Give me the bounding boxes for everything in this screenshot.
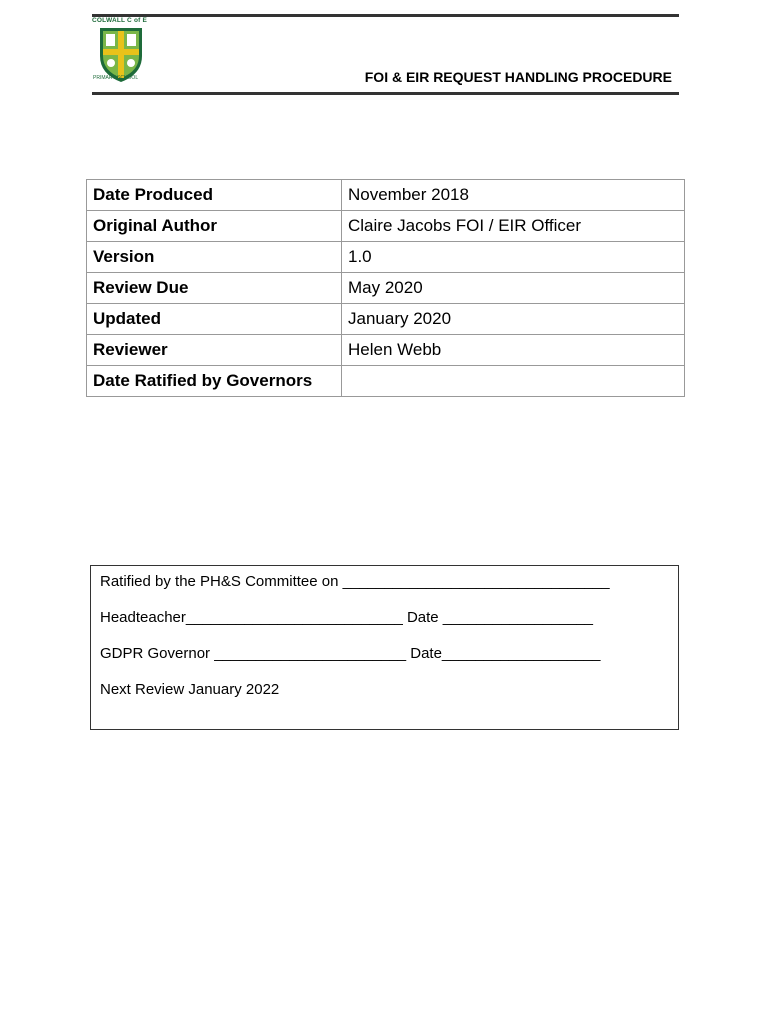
row-label: Original Author [87, 211, 342, 242]
table-row [87, 180, 685, 211]
table-row [87, 335, 685, 366]
row-value: January 2020 [342, 304, 685, 335]
table-row [87, 242, 685, 273]
table-row [87, 273, 685, 304]
row-label: Date Produced [87, 180, 342, 211]
table-row [87, 304, 685, 335]
table-row [87, 366, 685, 397]
header-bottom-rule [92, 92, 679, 95]
logo-school-subtitle: PRIMARY SCHOOL [93, 75, 139, 81]
headteacher-signature-line: Headteacher__________________________ Date __________________ [100, 609, 593, 626]
row-label: Reviewer [87, 335, 342, 366]
ratified-committee-line: Ratified by the PH&S Committee on ________________________________ [100, 573, 610, 590]
row-value: November 2018 [342, 180, 685, 211]
school-crest-logo [92, 16, 150, 84]
document-info-table [86, 179, 685, 397]
document-title: FOI & EIR REQUEST HANDLING PROCEDURE [364, 69, 672, 85]
table-row [87, 211, 685, 242]
row-value: Helen Webb [342, 335, 685, 366]
row-value: 1.0 [342, 242, 685, 273]
row-label: Version [87, 242, 342, 273]
row-label: Updated [87, 304, 342, 335]
row-value: Claire Jacobs FOI / EIR Officer [342, 211, 685, 242]
logo-school-name: COLWALL C of E [92, 17, 148, 24]
row-value: May 2020 [342, 273, 685, 304]
row-value [342, 366, 685, 397]
header-top-rule [92, 14, 679, 17]
gdpr-governor-signature-line: GDPR Governor _______________________ Date___________________ [100, 645, 601, 662]
next-review-line: Next Review January 2022 [100, 681, 280, 698]
row-label: Review Due [87, 273, 342, 304]
row-label: Date Ratified by Governors [87, 366, 342, 397]
ratification-box [90, 565, 679, 730]
